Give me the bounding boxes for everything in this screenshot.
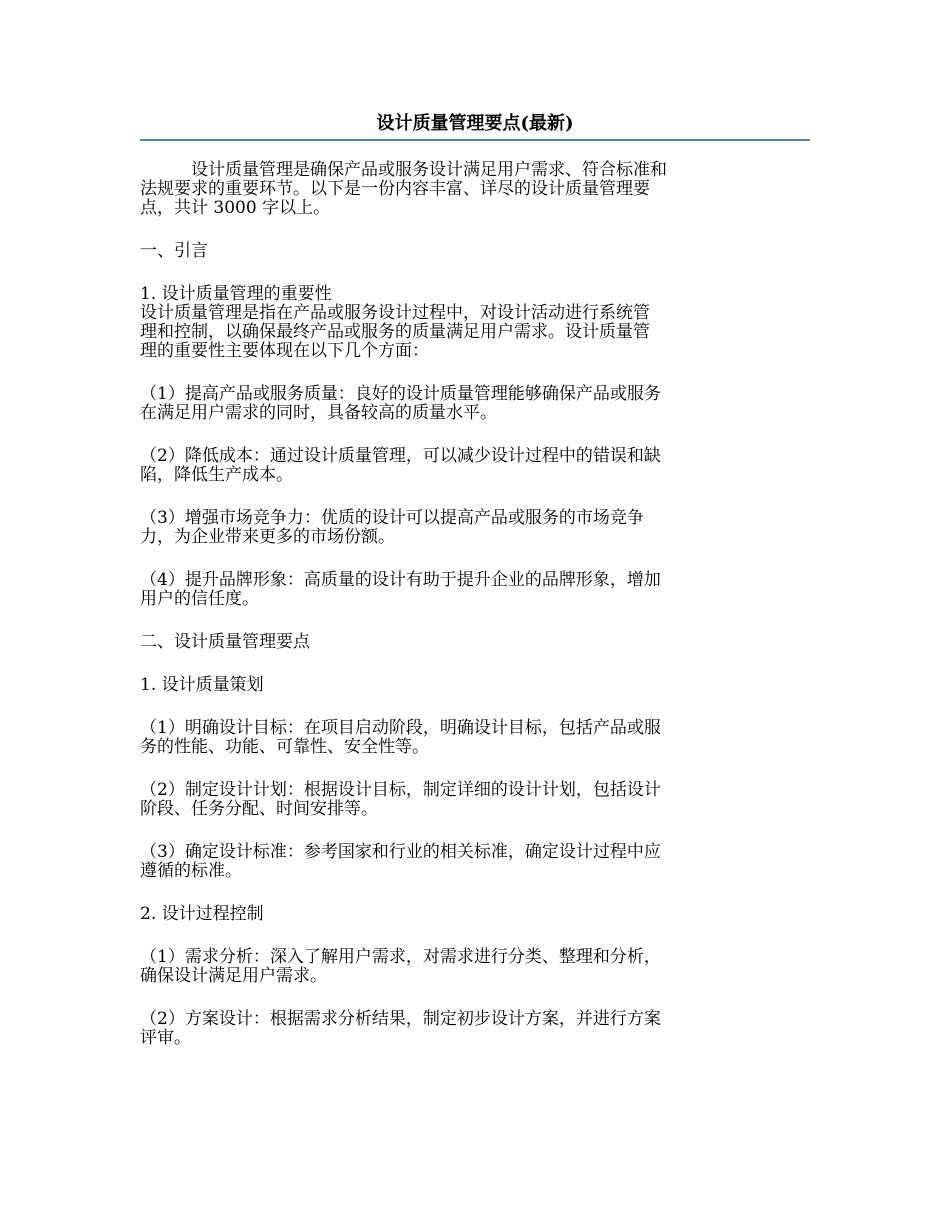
section-heading — [140, 242, 810, 261]
text-line: （1）需求分析：深入了解用户需求，对需求进行分类、整理和分析， — [140, 947, 661, 967]
text-line: （2）降低成本：通过设计质量管理，可以减少设计过程中的错误和缺 — [140, 446, 661, 466]
text-line: 确保设计满足用户需求。 — [140, 966, 327, 986]
text-line: 一、引言 — [140, 241, 208, 261]
subsection-paragraph — [140, 285, 810, 361]
text-line: （1）提高产品或服务质量：良好的设计质量管理能够确保产品或服务 — [140, 384, 661, 404]
text-line: 二、设计质量管理要点 — [140, 632, 310, 652]
document-body — [140, 161, 810, 1048]
text-line: （3）增强市场竞争力：优质的设计可以提高产品或服务的市场竞争 — [140, 508, 644, 528]
text-line: （4）提升品牌形象：高质量的设计有助于提升企业的品牌形象，增加 — [140, 570, 661, 590]
intro-paragraph — [140, 161, 810, 218]
title-underline — [140, 139, 810, 141]
section-heading — [140, 633, 810, 652]
text-line: 设计质量管理是确保产品或服务设计满足用户需求、符合标准和 — [140, 160, 667, 180]
text-line: 陷，降低生产成本。 — [140, 465, 293, 485]
text-line: （1）明确设计目标：在项目启动阶段，明确设计目标，包括产品或服 — [140, 718, 661, 738]
text-line: 点，共计 3000 字以上。 — [140, 198, 331, 218]
text-line: 阶段、任务分配、时间安排等。 — [140, 799, 378, 819]
list-paragraph — [140, 571, 810, 609]
text-line: （3）确定设计标准：参考国家和行业的相关标准，确定设计过程中应 — [140, 842, 661, 862]
list-paragraph — [140, 719, 810, 757]
list-paragraph — [140, 447, 810, 485]
text-line: 在满足用户需求的同时，具备较高的质量水平。 — [140, 403, 497, 423]
list-paragraph — [140, 843, 810, 881]
text-line: 设计质量管理是指在产品或服务设计过程中，对设计活动进行系统管 — [140, 303, 650, 323]
list-paragraph — [140, 781, 810, 819]
text-line: 2. 设计过程控制 — [140, 904, 264, 924]
text-line: 法规要求的重要环节。以下是一份内容丰富、详尽的设计质量管理要 — [140, 179, 650, 199]
text-line: 1. 设计质量管理的重要性 — [140, 284, 332, 304]
text-line: 力，为企业带来更多的市场份额。 — [140, 527, 395, 547]
list-paragraph — [140, 948, 810, 986]
list-paragraph — [140, 1010, 810, 1048]
text-line: 用户的信任度。 — [140, 589, 259, 609]
text-line: （2）方案设计：根据需求分析结果，制定初步设计方案，并进行方案 — [140, 1009, 661, 1029]
list-paragraph — [140, 385, 810, 423]
text-line: 遵循的标准。 — [140, 861, 242, 881]
text-line: 理的重要性主要体现在以下几个方面： — [140, 341, 429, 361]
text-line: 理和控制，以确保最终产品或服务的质量满足用户需求。设计质量管 — [140, 322, 650, 342]
subsection-heading — [140, 676, 810, 695]
subsection-heading — [140, 905, 810, 924]
document-title: 设计质量管理要点(最新) — [376, 113, 574, 134]
text-line: 评审。 — [140, 1028, 191, 1048]
list-paragraph — [140, 509, 810, 547]
text-line: 务的性能、功能、可靠性、安全性等。 — [140, 737, 429, 757]
text-line: 1. 设计质量策划 — [140, 675, 264, 695]
text-line: （2）制定设计计划：根据设计目标，制定详细的设计计划，包括设计 — [140, 780, 661, 800]
